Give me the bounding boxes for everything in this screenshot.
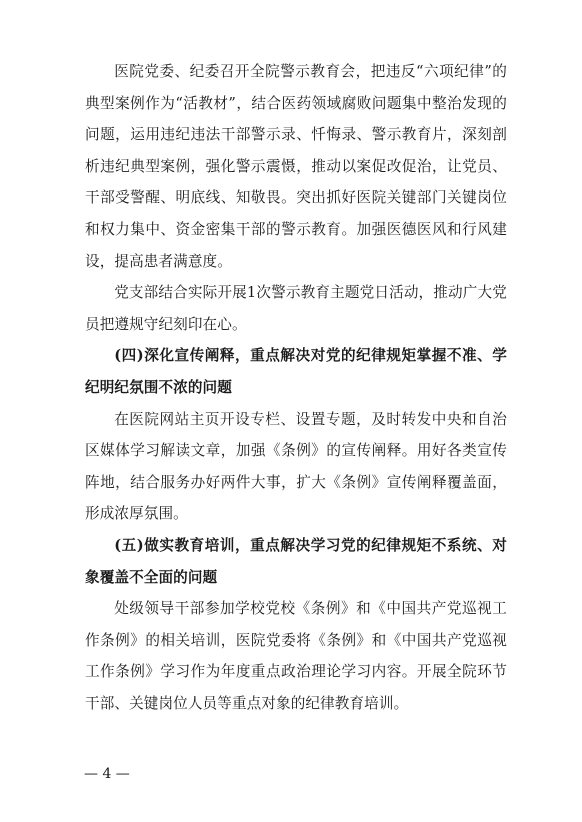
paragraph-party-branch-activity: 党支部结合实际开展1次警示教育主题党日活动，推动广大党员把遵规守纪刻印在心。	[85, 284, 507, 333]
paragraph-training: 处级领导干部参加学校党校《条例》和《中国共产党巡视工作条例》的相关培训，医院党委将《条例》和《中国共产党巡视工作条例》学习作为年度重点政治理论学习内容。开展全院环节干部、关键岗位人员等重点对象的纪律教育培训。	[85, 600, 507, 712]
page-number: — 4 —	[84, 766, 130, 782]
document-body	[85, 56, 507, 719]
section-heading-4: (四)深化宣传阐释，重点解决对党的纪律规矩掌握不准、学纪明纪氛围不浓的问题	[85, 347, 507, 396]
paragraph-publicity: 在医院网站主页开设专栏、设置专题，及时转发中央和自治区媒体学习解读文章，加强《条例》的宣传阐释。用好各类宣传阵地，结合服务办好两件大事，扩大《条例》宣传阐释覆盖面，形成浓厚氛围。	[85, 410, 507, 523]
paragraph-warning-education: 医院党委、纪委召开全院警示教育会，把违反“六项纪律”的典型案例作为“活教材”，结合医药领域腐败问题集中整治发现的问题，运用违纪违法干部警示录、忏悔录、警示教育片，深刻剖析违纪典型案例，强化警示震慑，推动以案促改促治，让党员、干部受警醒、明底线、知敬畏。突出抓好医院关键部门关键岗位和权力集中、资金密集干部的警示教育。加强医德医风和行风建设，提高患者满意度。	[85, 63, 507, 270]
section-heading-5: (五)做实教育培训，重点解决学习党的纪律规矩不系统、对象覆盖不全面的问题	[85, 536, 507, 586]
